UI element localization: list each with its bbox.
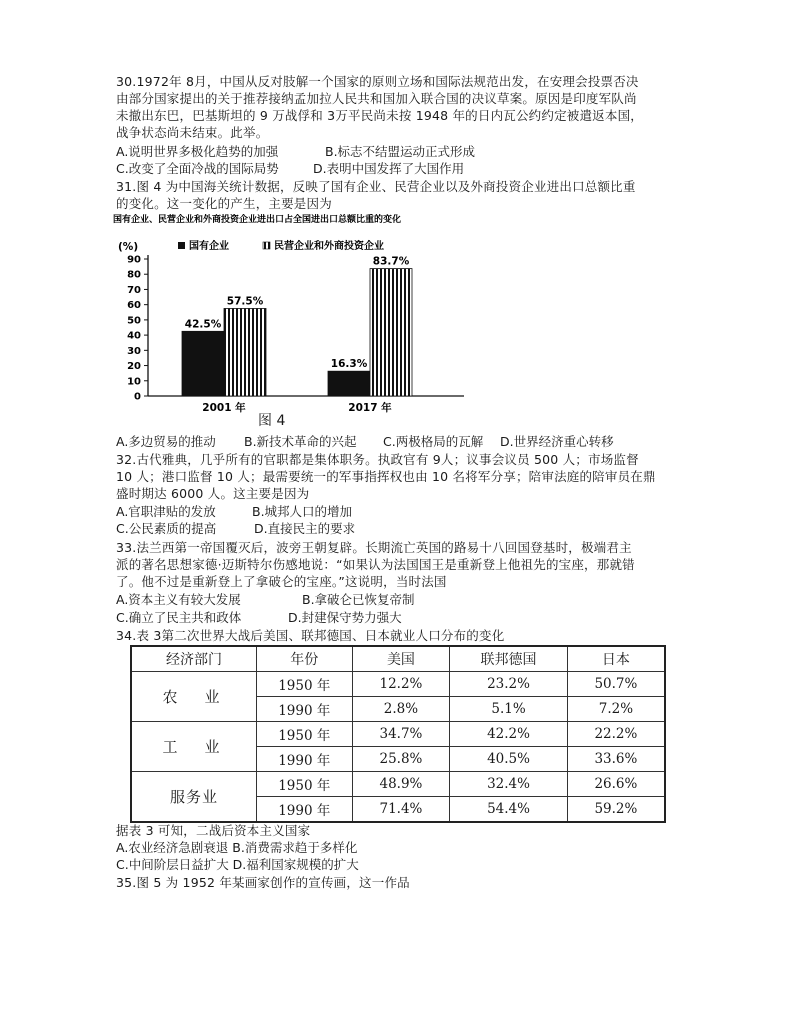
q32-option-b: B.城邦人口的增加 (252, 504, 353, 519)
y-tick-label: 70 (127, 284, 141, 296)
table-row (131, 672, 665, 697)
header-jp: 日本 (567, 646, 665, 672)
figure-4-caption: 图 4 (258, 413, 286, 429)
table-3 (130, 645, 666, 823)
q32-option-d: D.直接民主的要求 (254, 521, 356, 536)
q33-line-3: 了。他不过是重新登上了拿破仑的宝座。”这说明，当时法国 (116, 574, 447, 589)
year-cell: 1950 年 (256, 772, 352, 797)
y-tick-label: 20 (127, 361, 141, 373)
q33-line-2: 派的著名思想家德·迈斯特尔伤感地说：“如果认为法国国王是重新登上他祖先的宝座，那就错 (116, 557, 635, 572)
table-row (131, 772, 665, 797)
chart-category-labels (202, 401, 392, 414)
q32-option-c: C.公民素质的提高 (116, 521, 217, 536)
q30-option-b: B.标志不结盟运动正式形成 (325, 144, 476, 159)
header-sector: 经济部门 (131, 646, 256, 672)
bar (224, 308, 266, 396)
y-tick-label: 80 (127, 269, 141, 281)
q32-line-3: 盛时期达 6000 人。这主要是因为 (116, 486, 310, 501)
q31-option-a: A.多边贸易的推动 (116, 434, 216, 449)
jp-cell: 59.2% (567, 797, 665, 823)
q31-option-c: C.两极格局的瓦解 (383, 434, 484, 449)
q33-option-b: B.拿破仑已恢复帝制 (302, 592, 415, 607)
y-tick-label: 10 (127, 376, 141, 388)
y-tick-label: 30 (127, 345, 141, 357)
de-cell: 23.2% (450, 672, 568, 697)
y-tick-label: 40 (127, 330, 141, 342)
legend-label-state: 国有企业 (189, 241, 229, 252)
y-tick-label: 0 (134, 391, 141, 403)
de-cell: 42.2% (450, 722, 568, 747)
q30-option-a: A.说明世界多极化趋势的加强 (116, 144, 279, 159)
q33-option-a: A.资本主义有较大发展 (116, 592, 241, 607)
q30-option-c: C.改变了全面冷战的国际局势 (116, 161, 279, 176)
chart-title: 国有企业、民营企业和外商投资企业进出口占全国进出口总额比重的变化 (113, 215, 402, 225)
header-us: 美国 (352, 646, 450, 672)
year-cell: 1990 年 (256, 697, 352, 722)
bar-data-label: 83.7% (372, 255, 410, 268)
q33-line-1: 33.法兰西第一帝国覆灭后，波旁王朝复辟。长期流亡英国的路易十八回国登基时，极端君主 (116, 540, 632, 555)
sector-cell: 服务业 (131, 772, 256, 823)
table-row (131, 722, 665, 747)
q31-line-1: 31.图 4 为中国海关统计数据，反映了国有企业、民营企业以及外商投资企业进出口总额比重 (116, 179, 636, 194)
header-year: 年份 (256, 646, 352, 672)
legend-swatch-state (178, 242, 185, 249)
q31-line-2: 的变化。这一变化的产生，主要是因为 (116, 196, 332, 211)
q35-line-1: 35.图 5 为 1952 年某画家创作的宣传画，这一作品 (116, 875, 410, 890)
us-cell: 34.7% (352, 722, 450, 747)
q30-line-4: 战争状态尚未结束。此举。 (116, 125, 269, 140)
year-cell: 1990 年 (256, 797, 352, 823)
jp-cell: 7.2% (567, 697, 665, 722)
jp-cell: 50.7% (567, 672, 665, 697)
legend-label-private: 民营企业和外商投资企业 (274, 241, 384, 252)
bar (182, 331, 224, 396)
q34-question: 据表 3 可知，二战后资本主义国家 (116, 823, 311, 838)
table-header-row (131, 646, 665, 672)
bar (328, 371, 370, 396)
q34-options-cd: C.中间阶层日益扩大 D.福利国家规模的扩大 (116, 857, 359, 872)
y-tick-label: 50 (127, 315, 141, 327)
q30-line-2: 由部分国家提出的关于推荐接纳孟加拉人民共和国加入联合国的决议草案。原因是印度军队尚 (116, 91, 637, 106)
bar (370, 269, 412, 396)
q32-line-1: 32.古代雅典，几乎所有的官职都是集体职务。执政官有 9人；议事会议员 500 人；市场监督 (116, 452, 639, 467)
q30-line-3: 未撤出东巴，巴基斯坦的 9 万战俘和 3万平民尚未按 1948 年的日内瓦公约约定被遣返本国， (116, 108, 643, 123)
bar-chart-svg (112, 214, 472, 432)
sector-cell: 农 业 (131, 672, 256, 722)
q30-line-1: 30.1972年 8月，中国从反对肢解一个国家的原则立场和国际法规范出发，在安理会投票否决 (116, 74, 639, 89)
bar-data-label: 42.5% (184, 318, 222, 331)
x-tick-label: 2017 年 (348, 402, 392, 414)
de-cell: 5.1% (450, 697, 568, 722)
q30-option-d: D.表明中国发挥了大国作用 (313, 161, 465, 176)
jp-cell: 22.2% (567, 722, 665, 747)
us-cell: 48.9% (352, 772, 450, 797)
us-cell: 2.8% (352, 697, 450, 722)
q33-option-c: C.确立了民主共和政体 (116, 610, 242, 625)
y-axis-label: (%) (118, 241, 139, 253)
legend-swatch-private (263, 242, 270, 249)
bar-data-label: 16.3% (330, 358, 368, 371)
de-cell: 54.4% (450, 797, 568, 823)
q31-option-d: D.世界经济重心转移 (500, 434, 614, 449)
us-cell: 71.4% (352, 797, 450, 823)
header-de: 联邦德国 (450, 646, 568, 672)
jp-cell: 26.6% (567, 772, 665, 797)
chart-bars (182, 256, 412, 396)
q32-option-a: A.官职津贴的发放 (116, 504, 216, 519)
q33-option-d: D.封建保守势力强大 (288, 610, 402, 625)
bar-data-label: 57.5% (226, 295, 264, 308)
year-cell: 1990 年 (256, 747, 352, 772)
y-tick-label: 90 (127, 254, 141, 266)
figure-4-chart (112, 214, 472, 432)
year-cell: 1950 年 (256, 722, 352, 747)
q32-line-2: 10 人；港口监督 10 人；最需要统一的军事指挥权也由 10 名将军分享；陪审法庭的陪审员在鼎 (116, 469, 656, 484)
de-cell: 40.5% (450, 747, 568, 772)
q34-intro: 34.表 3第二次世界大战后美国、联邦德国、日本就业人口分布的变化 (116, 628, 505, 643)
x-tick-label: 2001 年 (202, 402, 246, 414)
year-cell: 1950 年 (256, 672, 352, 697)
us-cell: 12.2% (352, 672, 450, 697)
de-cell: 32.4% (450, 772, 568, 797)
y-tick-label: 60 (127, 300, 141, 312)
chart-axes (127, 255, 464, 403)
q31-option-b: B.新技术革命的兴起 (244, 434, 357, 449)
sector-cell: 工 业 (131, 722, 256, 772)
jp-cell: 33.6% (567, 747, 665, 772)
q34-options-ab: A.农业经济急剧衰退 B.消费需求趋于多样化 (116, 840, 358, 855)
us-cell: 25.8% (352, 747, 450, 772)
